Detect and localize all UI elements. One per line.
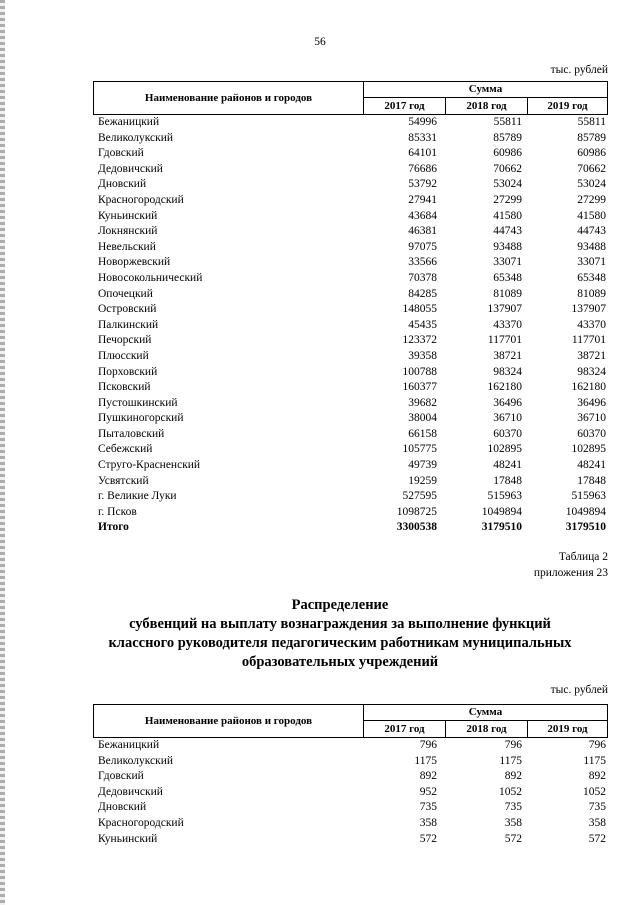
district-name: Печорский [98,334,152,347]
total-value: 3300538 [396,521,437,534]
table-row [93,209,608,225]
amount-cell: 572 [588,832,606,845]
amount-cell: 36710 [577,412,606,425]
table-row [93,193,608,209]
section-title [60,596,620,672]
amount-cell: 70662 [493,162,522,175]
amount-cell: 572 [419,832,437,845]
amount-cell: 33071 [577,256,606,269]
amount-cell: 1175 [583,754,606,767]
district-name: Невельский [98,240,156,253]
district-name: г. Великие Луки [98,490,177,503]
amount-cell: 515963 [487,490,522,503]
caption-line: Таблица 2 [558,551,608,563]
district-name: Новоржевский [98,256,171,269]
amount-cell: 43370 [493,318,522,331]
district-name: Порховский [98,365,158,378]
amount-cell: 358 [419,816,437,829]
title-line: Распределение [291,597,389,613]
amount-cell: 1175 [414,754,437,767]
district-name: Куньинский [98,209,158,222]
amount-cell: 735 [419,801,437,814]
district-name: Опочецкий [98,287,153,300]
table-row [93,489,608,505]
amount-cell: 33566 [408,256,437,269]
district-name: Новосокольнический [98,271,203,284]
amount-cell: 358 [588,816,606,829]
amount-cell: 952 [419,785,437,798]
amount-cell: 17848 [493,474,522,487]
table-body [93,115,608,520]
total-row [93,520,608,536]
table-row [93,411,608,427]
district-name: г. Псков [98,505,137,518]
amount-cell: 102895 [487,443,522,456]
table-row [93,474,608,490]
title-line: образовательных учреждений [241,654,439,670]
amount-cell: 137907 [571,303,606,316]
amount-cell: 27941 [408,193,437,206]
header-year: 2017 год [364,98,446,114]
amount-cell: 796 [419,739,437,751]
district-name: Плюсский [98,349,149,362]
table-row [93,271,608,287]
table-row [93,365,608,381]
total-value: 3179510 [565,521,606,534]
amount-cell: 65348 [493,271,522,284]
amount-cell: 53792 [408,178,437,191]
table-caption [534,549,608,581]
table-row [93,832,608,848]
amount-cell: 33071 [493,256,522,269]
amount-cell: 85789 [577,131,606,144]
amount-cell: 17848 [577,474,606,487]
amount-cell: 48241 [577,459,606,472]
amount-cell: 44743 [493,225,522,238]
district-name: Гдовский [98,770,144,783]
table-row [93,302,608,318]
table-row [93,240,608,256]
amount-cell: 123372 [402,334,437,347]
amount-cell: 1052 [583,785,606,798]
title-line: субвенций на выплату вознаграждения за выполнение функций [129,616,551,632]
amount-cell: 19259 [408,474,437,487]
amount-cell: 117701 [487,334,522,347]
amount-cell: 53024 [577,178,606,191]
header-year: 2019 год [547,723,588,735]
amount-cell: 38721 [577,349,606,362]
amount-cell: 43370 [577,318,606,331]
district-name: Красногородский [98,816,184,829]
amount-cell: 54996 [408,116,437,128]
table-header [93,81,608,115]
table-row [93,349,608,365]
district-name: Пушкиногорский [98,412,184,425]
amount-cell: 27299 [493,193,522,206]
amount-cell: 735 [504,801,522,814]
district-name: Островский [98,303,157,316]
amount-cell: 70662 [577,162,606,175]
amount-cell: 796 [504,739,522,751]
amount-cell: 98324 [493,365,522,378]
amount-cell: 515963 [571,490,606,503]
page-number: 56 [314,36,326,48]
amount-cell: 85789 [493,131,522,144]
district-name: Великолукский [98,754,174,767]
table-row [93,738,608,754]
table-row [93,800,608,816]
table-row [93,442,608,458]
district-name: Пыталовский [98,427,165,440]
table-row [93,162,608,178]
amount-cell: 49739 [408,459,437,472]
amount-cell: 93488 [493,240,522,253]
amount-cell: 27299 [577,193,606,206]
table-header [93,704,608,738]
table-2 [93,704,608,847]
table-row [93,769,608,785]
amount-cell: 93488 [577,240,606,253]
table-row [93,287,608,303]
scan-edge [0,0,5,905]
table-row [93,131,608,147]
header-year: 2019 год [547,100,588,112]
amount-cell: 39358 [408,349,437,362]
amount-cell: 70378 [408,271,437,284]
amount-cell: 39682 [408,396,437,409]
title-line: классного руководителя педагогическим работникам муниципальных [108,635,572,651]
amount-cell: 36496 [493,396,522,409]
district-name: Палкинский [98,318,159,331]
amount-cell: 60986 [493,147,522,160]
amount-cell: 102895 [571,443,606,456]
amount-cell: 55811 [493,116,522,128]
table-row [93,333,608,349]
amount-cell: 44743 [577,225,606,238]
table-row [93,255,608,271]
amount-cell: 60986 [577,147,606,160]
amount-cell: 1052 [499,785,522,798]
amount-cell: 46381 [408,225,437,238]
amount-cell: 55811 [577,116,606,128]
amount-cell: 65348 [577,271,606,284]
district-name: Дновский [98,801,147,814]
district-name: Гдовский [98,147,144,160]
header-name-column: Наименование районов и городов [94,82,364,114]
table-row [93,458,608,474]
district-name: Дновский [98,178,147,191]
amount-cell: 45435 [408,318,437,331]
amount-cell: 38004 [408,412,437,425]
amount-cell: 53024 [493,178,522,191]
table-row [93,318,608,334]
amount-cell: 796 [588,739,606,751]
table-row [93,380,608,396]
amount-cell: 38721 [493,349,522,362]
district-name: Локнянский [98,225,158,238]
district-name: Куньинский [98,832,158,845]
header-sum: Сумма [364,705,607,721]
district-name: Себежский [98,443,153,456]
amount-cell: 41580 [577,209,606,222]
amount-cell: 81089 [577,287,606,300]
district-name: Усвятский [98,474,149,487]
amount-cell: 1049894 [565,505,606,518]
amount-cell: 162180 [571,381,606,394]
amount-cell: 527595 [402,490,437,503]
amount-cell: 66158 [408,427,437,440]
amount-cell: 105775 [402,443,437,456]
amount-cell: 117701 [571,334,606,347]
district-name: Струго-Красненский [98,459,201,472]
amount-cell: 36496 [577,396,606,409]
header-name-column: Наименование районов и городов [94,705,364,737]
amount-cell: 81089 [493,287,522,300]
table-row [93,177,608,193]
table-row [93,427,608,443]
district-name: Псковский [98,381,151,394]
amount-cell: 76686 [408,162,437,175]
district-name: Пустошкинский [98,396,178,409]
district-name: Красногородский [98,193,184,206]
amount-cell: 41580 [493,209,522,222]
amount-cell: 160377 [402,381,437,394]
header-year: 2018 год [446,721,528,737]
units-label: тыс. рублей [550,64,608,76]
total-label: Итого [98,521,129,534]
amount-cell: 97075 [408,240,437,253]
amount-cell: 64101 [408,147,437,160]
amount-cell: 100788 [402,365,437,378]
amount-cell: 1049894 [481,505,522,518]
amount-cell: 148055 [402,303,437,316]
amount-cell: 162180 [487,381,522,394]
amount-cell: 1175 [499,754,522,767]
amount-cell: 60370 [493,427,522,440]
table-body [93,738,608,847]
amount-cell: 84285 [408,287,437,300]
caption-line: приложения 23 [533,567,608,579]
district-name: Великолукский [98,131,174,144]
amount-cell: 892 [588,770,606,783]
total-value: 3179510 [481,521,522,534]
header-year: 2017 год [364,721,446,737]
amount-cell: 60370 [577,427,606,440]
amount-cell: 572 [504,832,522,845]
amount-cell: 98324 [577,365,606,378]
amount-cell: 48241 [493,459,522,472]
units-label: тыс. рублей [550,684,608,696]
table-row [93,816,608,832]
amount-cell: 892 [419,770,437,783]
district-name: Бежаницкий [98,739,160,751]
table-row [93,505,608,521]
table-row [93,754,608,770]
district-name: Дедовичский [98,162,163,175]
amount-cell: 85331 [408,131,437,144]
table-row [93,785,608,801]
district-name: Бежаницкий [98,116,160,128]
table-1 [93,81,608,536]
header-year: 2018 год [446,98,528,114]
amount-cell: 735 [588,801,606,814]
header-sum: Сумма [364,82,607,98]
amount-cell: 137907 [487,303,522,316]
amount-cell: 43684 [408,209,437,222]
table-row [93,224,608,240]
table-row [93,396,608,412]
table-row [93,146,608,162]
amount-cell: 358 [504,816,522,829]
district-name: Дедовичский [98,785,163,798]
amount-cell: 892 [504,770,522,783]
amount-cell: 1098725 [396,505,437,518]
table-row [93,115,608,131]
amount-cell: 36710 [493,412,522,425]
